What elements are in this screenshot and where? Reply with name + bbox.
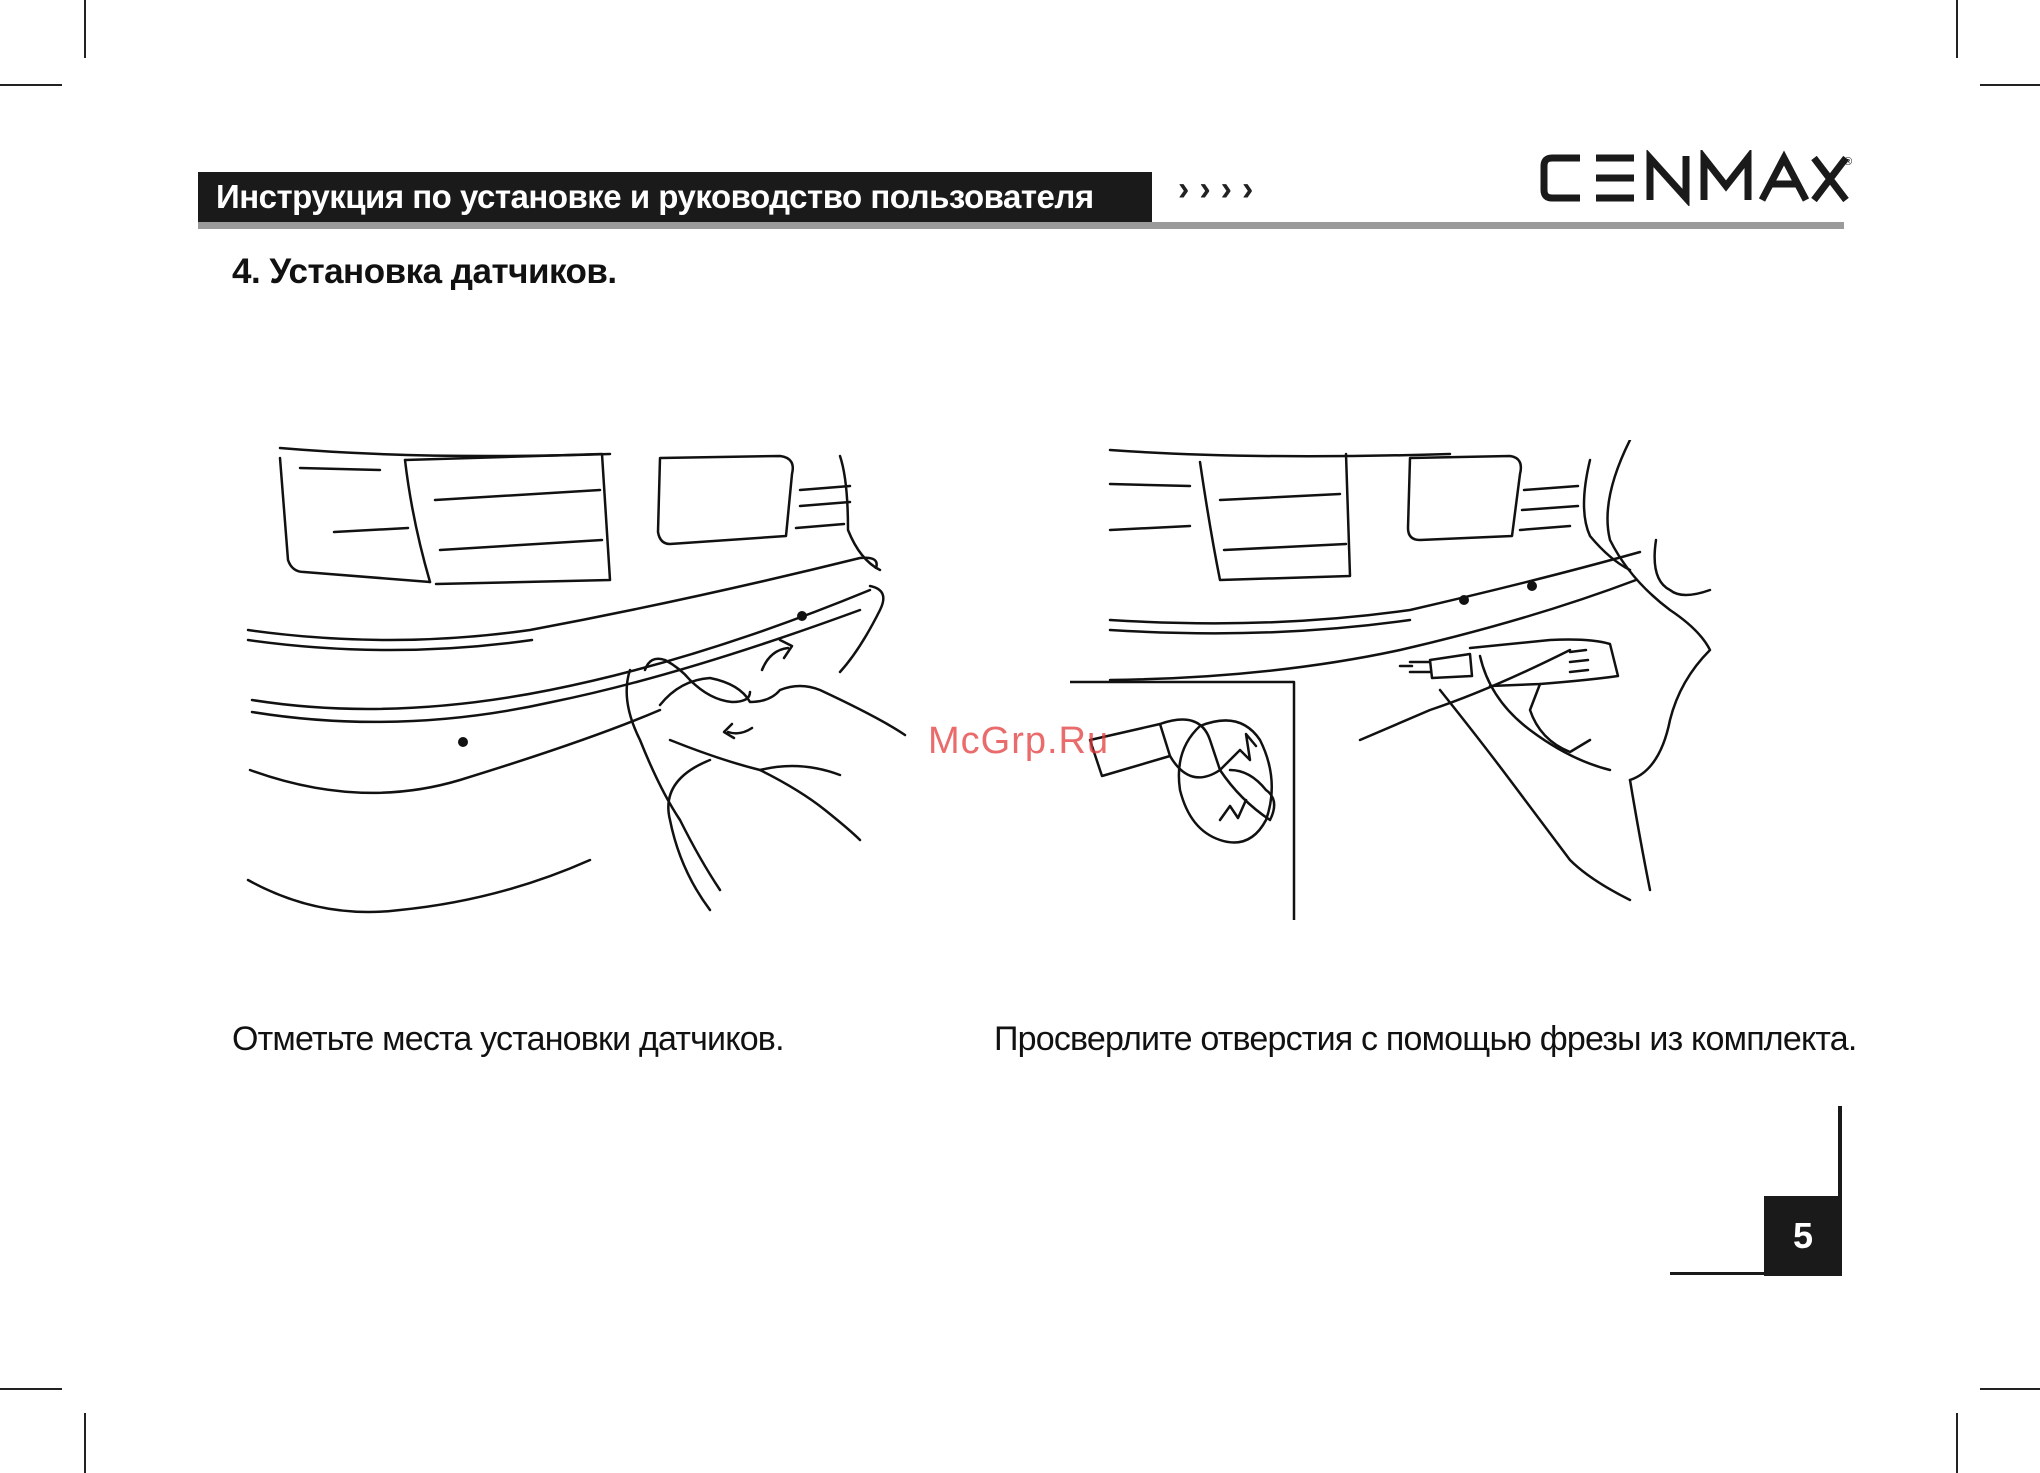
illustration-mark-sensors: [240, 440, 920, 920]
crop-mark: [1980, 1388, 2040, 1390]
watermark-text: McGrp.Ru: [928, 720, 1110, 762]
crop-mark: [84, 1413, 86, 1473]
chevrons-icon: ››››: [1178, 170, 1264, 208]
page-number: 5: [1764, 1196, 1842, 1276]
crop-mark: [0, 1388, 62, 1390]
illustration-drill-holes: [1070, 440, 1750, 920]
caption-mark-sensors: Отметьте места установки датчиков.: [232, 1020, 784, 1058]
crop-mark: [1956, 0, 1958, 58]
section-title: 4. Установка датчиков.: [232, 252, 617, 291]
brand-logo: [1540, 150, 1853, 206]
crop-mark: [0, 84, 62, 86]
crop-mark: [1956, 1413, 1958, 1473]
caption-drill-holes: Просверлите отверстия с помощью фрезы из комплекта.: [994, 1020, 1857, 1058]
header-rule: [198, 222, 1844, 229]
crop-mark: [84, 0, 86, 58]
header-title: Инструкция по установке и руководство пользователя: [198, 172, 1152, 222]
registered-icon: ®: [1844, 156, 1853, 168]
crop-mark: [1980, 84, 2040, 86]
